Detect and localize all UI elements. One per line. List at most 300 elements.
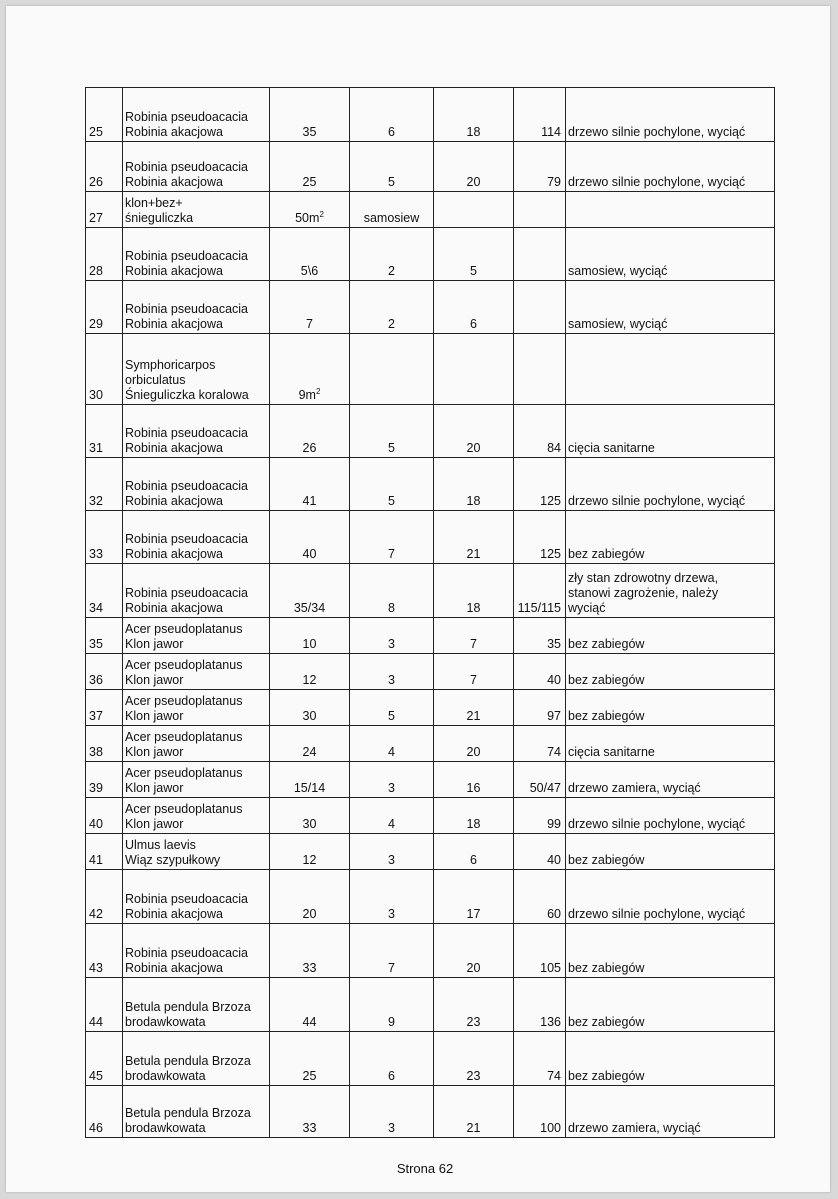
value: 74	[547, 1069, 561, 1083]
cell-lp	[86, 762, 123, 798]
cell-note	[566, 192, 775, 228]
cell-c4	[514, 511, 566, 564]
species-latin: Robinia pseudoacacia	[125, 586, 249, 600]
cell-species	[123, 228, 270, 281]
value: 50m	[295, 211, 320, 225]
value: 9	[388, 1015, 395, 1029]
species-latin: Robinia pseudoacacia	[125, 302, 249, 316]
cell-lp	[86, 564, 123, 618]
row-number: 26	[89, 175, 103, 189]
cell-note	[566, 870, 775, 924]
cell-c3	[434, 618, 514, 654]
value: 25	[302, 175, 317, 189]
value: 60	[547, 907, 561, 921]
table-row	[86, 1032, 775, 1086]
value: 6	[388, 1069, 395, 1083]
cell-lp	[86, 334, 123, 405]
cell-lp	[86, 1086, 123, 1138]
cell-col1	[270, 726, 350, 762]
value: 23	[466, 1015, 481, 1029]
row-number: 40	[89, 817, 103, 831]
cell-c2	[350, 458, 434, 511]
value: 2	[388, 317, 395, 331]
species-latin: Acer pseudoplatanus	[125, 694, 243, 708]
value: 21	[466, 1121, 481, 1135]
species-polish: Klon jawor	[125, 673, 184, 687]
cell-c4	[514, 458, 566, 511]
cell-c2	[350, 142, 434, 192]
value: 24	[302, 745, 317, 759]
table-row	[86, 334, 775, 405]
species-latin: Robinia pseudoacacia	[125, 946, 249, 960]
cell-lp	[86, 654, 123, 690]
cell-col1	[270, 762, 350, 798]
cell-lp	[86, 618, 123, 654]
cell-lp	[86, 798, 123, 834]
table-row	[86, 834, 775, 870]
cell-c4	[514, 564, 566, 618]
species-line: Symphoricarpos	[125, 358, 216, 372]
table-row	[86, 405, 775, 458]
value: 5	[388, 175, 395, 189]
tree-inventory-table	[85, 87, 775, 1138]
cell-c3	[434, 458, 514, 511]
value: 9m	[298, 388, 316, 402]
value: 136	[540, 1015, 561, 1029]
cell-col1	[270, 798, 350, 834]
species-latin: Robinia pseudoacacia	[125, 160, 249, 174]
row-number: 36	[89, 673, 103, 687]
cell-lp	[86, 281, 123, 334]
cell-c4	[514, 978, 566, 1032]
table-row	[86, 690, 775, 726]
table-row	[86, 762, 775, 798]
cell-c3	[434, 978, 514, 1032]
species-polish: śnieguliczka	[125, 211, 194, 225]
value: 33	[302, 961, 317, 975]
cell-col1	[270, 870, 350, 924]
value: 41	[302, 494, 317, 508]
note-text: cięcia sanitarne	[568, 745, 655, 759]
species-latin: Robinia pseudoacacia	[125, 479, 249, 493]
cell-col1	[270, 281, 350, 334]
value: 4	[388, 745, 395, 759]
species-latin: Betula pendula Brzoza	[125, 1106, 251, 1120]
value: samosiew	[363, 211, 420, 225]
cell-col1	[270, 834, 350, 870]
value: 33	[302, 1121, 317, 1135]
note-text: bez zabiegów	[568, 961, 645, 975]
cell-c4	[514, 924, 566, 978]
cell-c3	[434, 798, 514, 834]
document-page	[6, 6, 830, 1192]
cell-species	[123, 564, 270, 618]
cell-note	[566, 690, 775, 726]
value: 35/34	[293, 601, 326, 615]
cell-c2	[350, 405, 434, 458]
cell-c4	[514, 281, 566, 334]
value: 17	[466, 907, 481, 921]
cell-col1	[270, 690, 350, 726]
cell-c4	[514, 405, 566, 458]
cell-c4	[514, 334, 566, 405]
value: 35	[302, 125, 317, 139]
value: 20	[466, 745, 481, 759]
table-row	[86, 618, 775, 654]
value: 15/14	[293, 781, 326, 795]
cell-c3	[434, 762, 514, 798]
cell-note	[566, 762, 775, 798]
species-latin: Acer pseudoplatanus	[125, 766, 243, 780]
cell-note	[566, 511, 775, 564]
species-polish: brodawkowata	[125, 1121, 206, 1135]
species-polish: Robinia akacjowa	[125, 494, 223, 508]
species-polish: Klon jawor	[125, 637, 184, 651]
table-row	[86, 564, 775, 618]
cell-col1	[270, 654, 350, 690]
row-number: 30	[89, 388, 103, 402]
value: 3	[388, 637, 395, 651]
species-latin: klon+bez+	[125, 196, 183, 210]
cell-lp	[86, 458, 123, 511]
cell-c4	[514, 726, 566, 762]
cell-col1	[270, 618, 350, 654]
cell-c4	[514, 1086, 566, 1138]
cell-note	[566, 924, 775, 978]
cell-c3	[434, 88, 514, 142]
superscript: 2	[319, 209, 324, 219]
value: 20	[466, 175, 481, 189]
value: 7	[306, 317, 313, 331]
note-text: drzewo zamiera, wyciąć	[568, 1121, 701, 1135]
cell-col1	[270, 192, 350, 228]
cell-species	[123, 192, 270, 228]
note-text: bez zabiegów	[568, 853, 645, 867]
cell-c3	[434, 511, 514, 564]
cell-c4	[514, 1032, 566, 1086]
value: 74	[547, 745, 561, 759]
value: 5	[470, 264, 477, 278]
value: 6	[388, 125, 395, 139]
row-number: 41	[89, 853, 103, 867]
cell-species	[123, 834, 270, 870]
cell-note	[566, 618, 775, 654]
value: 18	[466, 601, 481, 615]
species-polish: Klon jawor	[125, 745, 184, 759]
value: 10	[302, 637, 317, 651]
value: 16	[466, 781, 481, 795]
row-number: 42	[89, 907, 103, 921]
cell-note	[566, 334, 775, 405]
cell-lp	[86, 924, 123, 978]
cell-c4	[514, 228, 566, 281]
cell-species	[123, 798, 270, 834]
cell-note	[566, 88, 775, 142]
cell-col1	[270, 1086, 350, 1138]
row-number: 45	[89, 1069, 103, 1083]
note-text: bez zabiegów	[568, 1015, 645, 1029]
row-number: 38	[89, 745, 103, 759]
note-text: drzewo zamiera, wyciąć	[568, 781, 701, 795]
value: 4	[388, 817, 395, 831]
note-text: cięcia sanitarne	[568, 441, 655, 455]
value: 40	[547, 673, 561, 687]
value: 12	[302, 673, 317, 687]
value: 3	[388, 907, 395, 921]
cell-c3	[434, 281, 514, 334]
value: 114	[541, 125, 561, 139]
cell-lp	[86, 142, 123, 192]
table-row	[86, 281, 775, 334]
table-row	[86, 88, 775, 142]
cell-col1	[270, 88, 350, 142]
note-text: samosiew, wyciąć	[568, 264, 668, 278]
row-number: 29	[89, 317, 103, 331]
cell-c2	[350, 870, 434, 924]
cell-lp	[86, 870, 123, 924]
species-polish: Klon jawor	[125, 781, 184, 795]
row-number: 43	[89, 961, 103, 975]
cell-species	[123, 511, 270, 564]
value: 20	[466, 961, 481, 975]
value: 3	[388, 853, 395, 867]
cell-note	[566, 798, 775, 834]
cell-c2	[350, 281, 434, 334]
species-polish: Robinia akacjowa	[125, 547, 223, 561]
row-number: 27	[89, 211, 103, 225]
note-text: drzewo silnie pochylone, wyciąć	[568, 175, 746, 189]
value: 7	[388, 547, 395, 561]
cell-c3	[434, 924, 514, 978]
cell-species	[123, 690, 270, 726]
species-polish: Robinia akacjowa	[125, 264, 223, 278]
cell-c4	[514, 192, 566, 228]
table-row	[86, 458, 775, 511]
cell-col1	[270, 228, 350, 281]
value: 40	[547, 853, 561, 867]
cell-species	[123, 458, 270, 511]
table-row	[86, 1086, 775, 1138]
cell-note	[566, 726, 775, 762]
species-polish: Robinia akacjowa	[125, 907, 223, 921]
cell-species	[123, 281, 270, 334]
value: 3	[388, 781, 395, 795]
cell-c2	[350, 1032, 434, 1086]
species-polish: Robinia akacjowa	[125, 125, 223, 139]
cell-c3	[434, 690, 514, 726]
cell-col1	[270, 924, 350, 978]
cell-c2	[350, 1086, 434, 1138]
note-text: drzewo silnie pochylone, wyciąć	[568, 907, 746, 921]
table-row	[86, 228, 775, 281]
cell-species	[123, 726, 270, 762]
row-number: 37	[89, 709, 103, 723]
value: 5	[388, 441, 395, 455]
cell-c2	[350, 228, 434, 281]
cell-species	[123, 405, 270, 458]
species-polish: Robinia akacjowa	[125, 175, 223, 189]
cell-lp	[86, 192, 123, 228]
cell-c3	[434, 564, 514, 618]
value: 3	[388, 673, 395, 687]
cell-lp	[86, 511, 123, 564]
cell-species	[123, 618, 270, 654]
species-latin: orbiculatus	[125, 373, 186, 387]
table-row	[86, 798, 775, 834]
value: 30	[302, 709, 317, 723]
cell-note	[566, 142, 775, 192]
value: 125	[540, 547, 561, 561]
note-text: bez zabiegów	[568, 1069, 645, 1083]
row-number: 35	[89, 637, 103, 651]
cell-c3	[434, 405, 514, 458]
cell-c4	[514, 690, 566, 726]
cell-col1	[270, 564, 350, 618]
cell-lp	[86, 690, 123, 726]
value: 3	[388, 1121, 395, 1135]
value: 79	[547, 175, 561, 189]
species-latin: Acer pseudoplatanus	[125, 658, 243, 672]
cell-note	[566, 405, 775, 458]
cell-c2	[350, 762, 434, 798]
cell-species	[123, 88, 270, 142]
cell-c2	[350, 834, 434, 870]
cell-c4	[514, 618, 566, 654]
note-text: bez zabiegów	[568, 547, 645, 561]
cell-c3	[434, 334, 514, 405]
cell-c3	[434, 228, 514, 281]
cell-c2	[350, 654, 434, 690]
row-number: 31	[89, 441, 103, 455]
value: 12	[302, 853, 317, 867]
note-text: samosiew, wyciąć	[568, 317, 668, 331]
cell-c2	[350, 618, 434, 654]
cell-species	[123, 334, 270, 405]
species-polish: brodawkowata	[125, 1069, 206, 1083]
row-number: 46	[89, 1121, 103, 1135]
value: 5	[388, 709, 395, 723]
row-number: 39	[89, 781, 103, 795]
species-polish: Robinia akacjowa	[125, 317, 223, 331]
cell-c4	[514, 654, 566, 690]
cell-lp	[86, 978, 123, 1032]
note-text: drzewo silnie pochylone, wyciąć	[568, 817, 746, 831]
value: 44	[302, 1015, 317, 1029]
cell-note	[566, 654, 775, 690]
species-polish: Klon jawor	[125, 709, 184, 723]
cell-col1	[270, 1032, 350, 1086]
cell-c2	[350, 924, 434, 978]
note-text: drzewo silnie pochylone, wyciąć	[568, 494, 746, 508]
species-polish: Śnieguliczka koralowa	[125, 388, 249, 402]
table-row	[86, 142, 775, 192]
species-polish: brodawkowata	[125, 1015, 206, 1029]
value: 40	[302, 547, 317, 561]
cell-species	[123, 654, 270, 690]
table-row	[86, 726, 775, 762]
cell-c2	[350, 88, 434, 142]
cell-c2	[350, 334, 434, 405]
cell-lp	[86, 726, 123, 762]
value: 105	[540, 961, 561, 975]
value: 26	[302, 441, 317, 455]
cell-species	[123, 142, 270, 192]
cell-lp	[86, 1032, 123, 1086]
species-polish: Robinia akacjowa	[125, 441, 223, 455]
cell-c3	[434, 1086, 514, 1138]
cell-c2	[350, 798, 434, 834]
cell-note	[566, 458, 775, 511]
row-number: 33	[89, 547, 103, 561]
value: 7	[388, 961, 395, 975]
value: 35	[547, 637, 561, 651]
cell-c4	[514, 870, 566, 924]
species-latin: Ulmus laevis	[125, 838, 196, 852]
value: 97	[547, 709, 561, 723]
value: 18	[466, 125, 481, 139]
species-latin: Robinia pseudoacacia	[125, 110, 249, 124]
species-polish: Klon jawor	[125, 817, 184, 831]
cell-species	[123, 924, 270, 978]
row-number: 32	[89, 494, 103, 508]
cell-species	[123, 978, 270, 1032]
cell-note	[566, 281, 775, 334]
value: 23	[466, 1069, 481, 1083]
value: 84	[547, 441, 561, 455]
table-row	[86, 924, 775, 978]
cell-note	[566, 834, 775, 870]
species-latin: Betula pendula Brzoza	[125, 1000, 251, 1014]
cell-c4	[514, 834, 566, 870]
cell-species	[123, 870, 270, 924]
cell-c2	[350, 192, 434, 228]
value: 7	[470, 673, 477, 687]
cell-c3	[434, 870, 514, 924]
value: 2	[388, 264, 395, 278]
species-polish: Robinia akacjowa	[125, 961, 223, 975]
cell-note	[566, 564, 775, 618]
value: 30	[302, 817, 317, 831]
value: 5\6	[300, 264, 319, 278]
cell-col1	[270, 978, 350, 1032]
cell-c3	[434, 1032, 514, 1086]
note-text: wyciąć	[568, 601, 606, 615]
cell-c2	[350, 726, 434, 762]
row-number: 34	[89, 601, 103, 615]
note-text: bez zabiegów	[568, 637, 645, 651]
value: 21	[466, 709, 481, 723]
page-number: Strona 62	[396, 1161, 454, 1176]
table-row	[86, 192, 775, 228]
species-polish: Robinia akacjowa	[125, 601, 223, 615]
species-latin: Robinia pseudoacacia	[125, 249, 249, 263]
value: 25	[302, 1069, 317, 1083]
value: 50/47	[529, 781, 561, 795]
value: 6	[470, 853, 477, 867]
cell-species	[123, 1086, 270, 1138]
cell-c3	[434, 142, 514, 192]
species-latin: Robinia pseudoacacia	[125, 426, 249, 440]
cell-lp	[86, 405, 123, 458]
cell-c3	[434, 192, 514, 228]
value: 18	[466, 817, 481, 831]
table-row	[86, 978, 775, 1032]
note-line: zły stan zdrowotny drzewa,	[568, 571, 719, 585]
cell-col1	[270, 142, 350, 192]
species-latin: Acer pseudoplatanus	[125, 730, 243, 744]
cell-col1	[270, 405, 350, 458]
value: 20	[302, 907, 317, 921]
